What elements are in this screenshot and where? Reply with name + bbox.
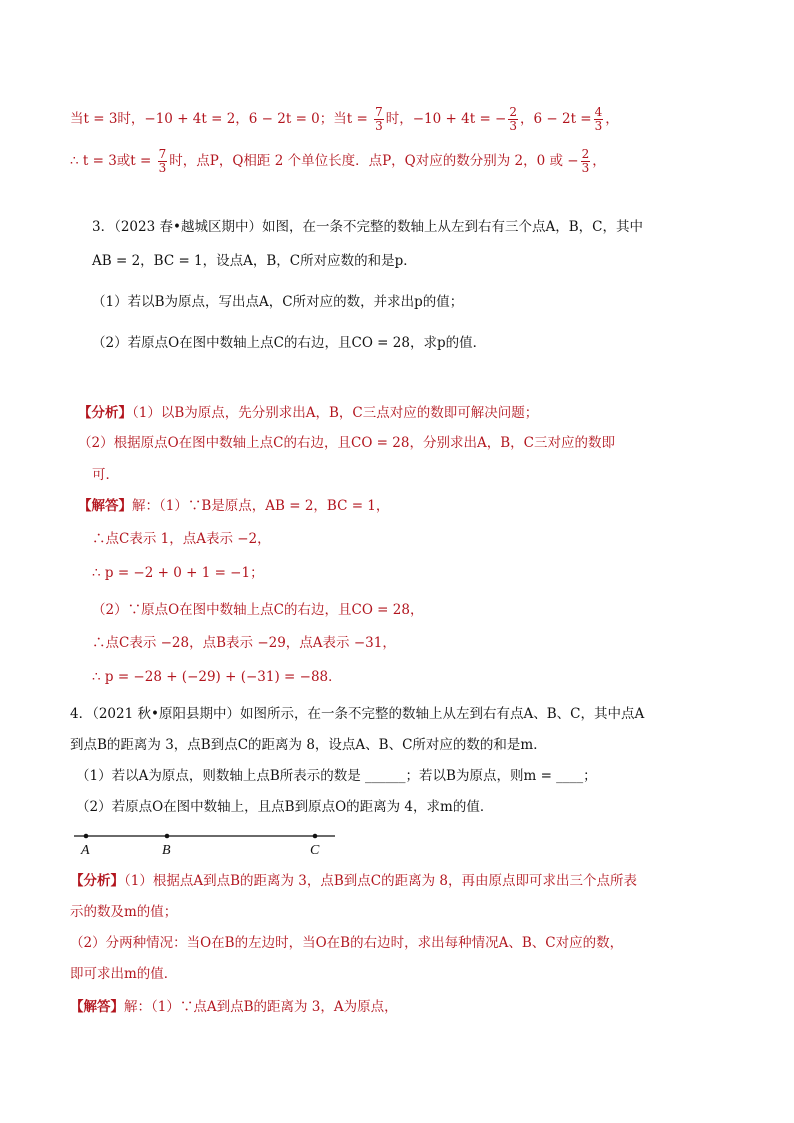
q3-answer-line-6: ∴ p = −28 + (−29) + (−31) = −88．: [92, 669, 342, 685]
q3-analysis-line-1: 【分析】（1）以B为原点，先分别求出A，B，C三点对应的数即可解决问题；: [78, 405, 539, 421]
fraction-2-3: $\frac{2}{3}$: [509, 105, 517, 133]
analysis-label: 【分析】: [78, 405, 132, 421]
q3-answer-line-5: ∴点C表示 −28，点B表示 −29，点A表示 −31，: [92, 635, 396, 651]
q4-analysis-line-4: 即可求出m的值．: [70, 966, 178, 982]
q3-answer-line-3: ∴ p = −2 + 0 + 1 = −1；: [92, 565, 264, 581]
fraction-4-3: $\frac{4}{3}$: [594, 105, 603, 133]
q4-part-1: （1）若以A为原点，则数轴上点B所表示的数是 ______；若以B为原点，则m = ____；: [76, 768, 597, 784]
q3-answer-line-2: ∴点C表示 1，点A表示 −2，: [92, 531, 271, 547]
q4-analysis-line-2: 示的数及m的值；: [70, 904, 178, 920]
point-c-label: C: [310, 843, 320, 856]
q4-analysis-line-1: 【分析】（1）根据点A到点B的距离为 3，点B到点C的距离为 8，再由原点即可求出三个点所表: [70, 873, 638, 889]
q4-stem-line-1: 4．（2021 秋•原阳县期中）如图所示，在一条不完整的数轴上从左到右有点A、B、C，其中点A: [70, 706, 645, 722]
point-a-dot: [84, 834, 89, 839]
prev-solution-line-1: 当t = 3时，−10 + 4t = 2，6 − 2t = 0；当t = $\frac{7}{3}$ 时，−10 + 4t = − $\frac{2}{3}$ ，6 − 2t = $\frac{4}{3}$ ，: [70, 105, 619, 133]
q4-answer-line-1: 【解答】解：（1）∵点A到点B的距离为 3，A为原点，: [70, 999, 398, 1015]
point-c-dot: [313, 834, 318, 839]
q3-stem-line-2: AB = 2，BC = 1，设点A，B，C所对应数的和是p．: [92, 253, 417, 269]
q4-stem-line-2: 到点B的距离为 3，点B到点C的距离为 8，设点A、B、C所对应的数的和是m．: [70, 737, 547, 753]
q4-part-2: （2）若原点O在图中数轴上，且点B到原点O的距离为 4，求m的值．: [76, 799, 494, 815]
point-a-label: A: [81, 843, 90, 856]
q3-answer-line-4: （2）∵原点O在图中数轴上点C的右边，且CO = 28，: [92, 602, 424, 618]
q3-answer-line-1: 【解答】解：（1）∵B是原点，AB = 2，BC = 1，: [78, 498, 390, 514]
q3-stem-line-1: 3．（2023 春•越城区期中）如图，在一条不完整的数轴上从左到右有三个点A，B，C，其中: [92, 219, 643, 235]
q3-analysis-line-2: （2）根据原点O在图中数轴上点C的右边，且CO = 28，分别求出A，B，C三对应的数即: [78, 435, 615, 451]
answer-label: 【解答】: [70, 999, 124, 1015]
q3-part-2: （2）若原点O在图中数轴上点C的右边，且CO = 28，求p的值．: [92, 335, 487, 351]
point-b-dot: [165, 834, 170, 839]
q3-analysis-line-3: 可．: [92, 467, 119, 483]
point-b-label: B: [162, 843, 171, 856]
number-line-figure: [70, 826, 350, 856]
answer-label: 【解答】: [78, 498, 132, 514]
fraction-7-3: $\frac{7}{3}$: [158, 147, 167, 175]
analysis-label: 【分析】: [70, 873, 124, 889]
prev-solution-line-2: ∴ t = 3或t = $\frac{7}{3}$ 时，点P，Q相距 2 个单位长度．点P，Q对应的数分别为 2，0 或 − $\frac{2}{3}$ ，: [70, 147, 606, 175]
q3-part-1: （1）若以B为原点，写出点A，C所对应的数，并求出p的值；: [92, 294, 464, 310]
q4-analysis-line-3: （2）分两种情况：当O在B的左边时，当O在B的右边时，求出每种情况A、B、C对应的数，: [70, 935, 624, 951]
fraction-7-3: $\frac{7}{3}$: [375, 105, 383, 133]
fraction-2-3: $\frac{2}{3}$: [581, 147, 590, 175]
